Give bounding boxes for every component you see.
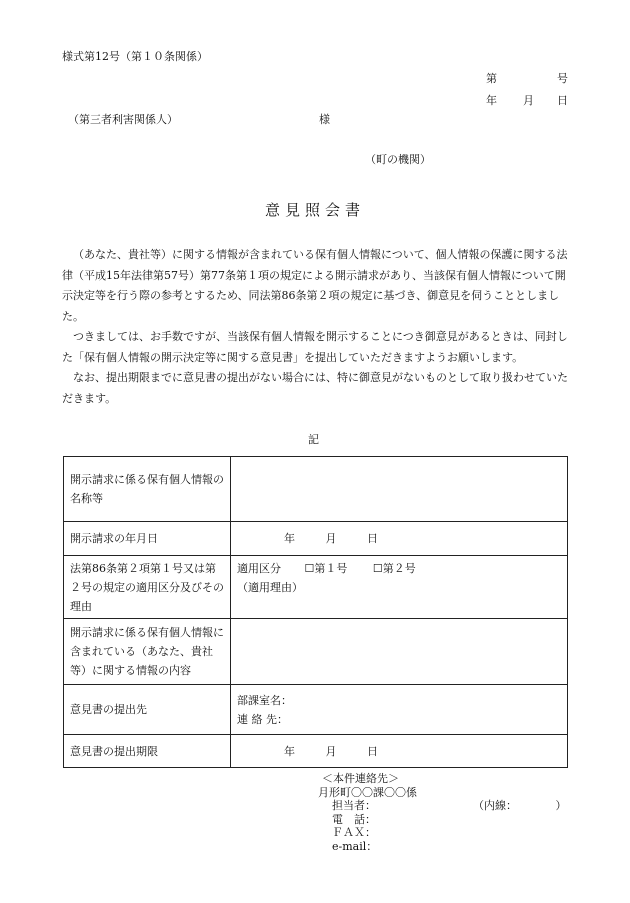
- body-paragraph-2: つきましては、お手数ですが、当該保有個人情報を開示することにつき御意見があるときは、同封した「保有個人情報の開示決定等に関する意見書」を提出していただきますようお願いします。: [62, 330, 568, 364]
- category-option-1[interactable]: ☐第１号: [304, 562, 348, 575]
- contact-office: 月形町〇〇課〇〇係: [318, 785, 417, 799]
- row-label-request-date: 開示請求の年月日: [64, 522, 231, 556]
- contact-block: [318, 772, 567, 853]
- doc-number-suffix: 号: [557, 72, 568, 85]
- row-value-deadline: [231, 735, 568, 768]
- info-table: [63, 456, 568, 768]
- contact-extension: （内線： ）: [473, 799, 567, 812]
- row-label-submission-dest: 意見書の提出先: [64, 685, 231, 735]
- request-date-month: 月: [325, 532, 337, 545]
- category-reason: （適用理由）: [237, 581, 303, 594]
- contact-header: ＜本件連絡先＞: [322, 772, 399, 785]
- category-label: 適用区分: [237, 562, 281, 575]
- doc-number-prefix: 第: [486, 72, 497, 85]
- body-paragraph-3: なお、提出期限までに意見書の提出がない場合には、特に御意見がないものとして取り扱わせていただきます。: [62, 371, 568, 405]
- contact-phone: 電 話：: [332, 812, 376, 826]
- category-option-2[interactable]: ☐第２号: [372, 562, 416, 575]
- row-value-info-content: [231, 619, 568, 685]
- contact-person-label: 担当者：: [332, 799, 376, 812]
- row-label-info-content: 開示請求に係る保有個人情報に含まれている（あなた、貴社等）に関する情報の内容: [64, 619, 231, 685]
- deadline-day: 日: [367, 744, 378, 758]
- deadline-year: 年: [284, 744, 295, 758]
- ki-heading: 記: [308, 433, 319, 446]
- submission-dept: 部課室名：: [237, 693, 292, 707]
- recipient-honorific: 様: [319, 113, 330, 126]
- sender-agency: （町の機関）: [365, 153, 431, 166]
- table-row: [64, 735, 568, 768]
- request-date-day: 日: [367, 532, 378, 545]
- row-value-category: [231, 556, 568, 619]
- date-month: 月: [523, 94, 534, 107]
- table-row: [64, 457, 568, 522]
- table-row: [64, 522, 568, 556]
- table-row: [64, 619, 568, 685]
- request-date-year: 年: [284, 532, 295, 545]
- table-row: [64, 685, 568, 735]
- date-year: 年: [486, 94, 497, 107]
- recipient-label: （第三者利害関係人）: [68, 113, 178, 126]
- row-value-info-name: [231, 457, 568, 522]
- submission-contact: 連 絡 先：: [237, 712, 288, 726]
- row-label-category: 法第86条第２項第１号又は第２号の規定の適用区分及びその理由: [64, 556, 231, 619]
- row-value-request-date: [231, 522, 568, 556]
- date-day: 日: [557, 94, 568, 107]
- contact-email: e-mail：: [332, 839, 378, 853]
- row-label-info-name: 開示請求に係る保有個人情報の名称等: [64, 457, 231, 522]
- body-text: [62, 245, 568, 409]
- row-label-deadline: 意見書の提出期限: [64, 735, 231, 768]
- contact-person: [332, 799, 567, 813]
- deadline-month: 月: [325, 744, 337, 758]
- body-paragraph-1: （あなた、貴社等）に関する情報が含まれている保有個人情報について、個人情報の保護に関する法律（平成15年法律第57号）第77条第１項の規定による開示請求があり、当該保有個人情報について開示決定等を行う際の参考とするため、同法第86条第２項の規定に基づき、御意見を伺うこととしました。: [62, 248, 568, 323]
- contact-fax: ＦＡＸ：: [332, 826, 376, 839]
- document-title: 意見照会書: [264, 201, 365, 219]
- row-value-submission-dest: [231, 685, 568, 735]
- table-row: [64, 556, 568, 619]
- form-number: 様式第12号（第１０条関係）: [62, 50, 208, 63]
